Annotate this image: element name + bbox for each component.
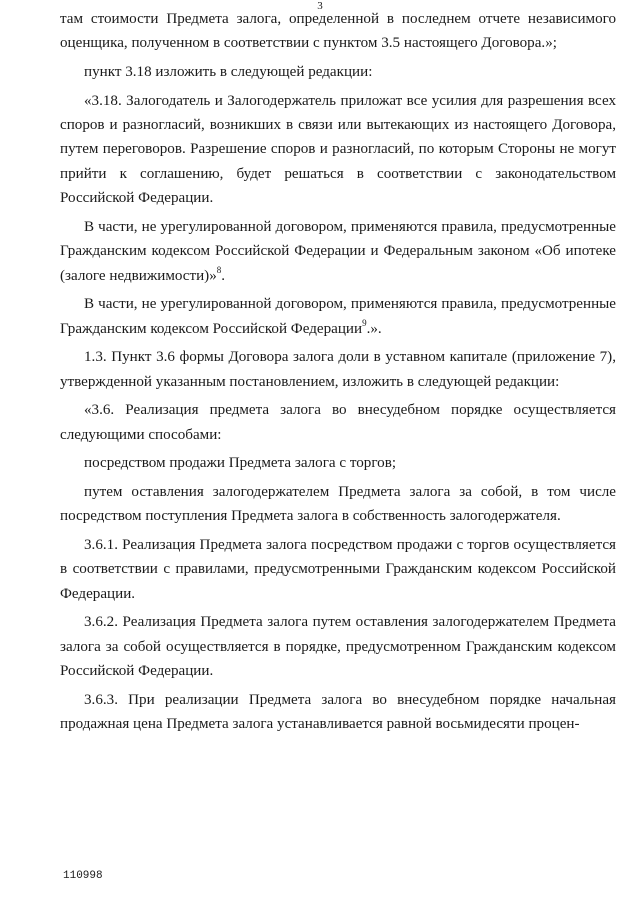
- paragraph-9-text: путем оставления залогодержателем Предмета залога за собой, в том числе посредством поступления Предмета залога в собственность залогодержателя.: [60, 483, 616, 525]
- paragraph-9: [60, 480, 616, 529]
- paragraph-6: [60, 345, 616, 394]
- paragraph-1: [60, 7, 616, 56]
- paragraph-4-tail: .: [221, 267, 226, 284]
- paragraph-11: [60, 610, 616, 683]
- document-id: 110998: [63, 870, 103, 882]
- paragraph-4: [60, 215, 616, 288]
- paragraph-1-text: там стоимости Предмета залога, определенной в последнем отчете независимого оценщика, полученном в соответствии с пунктом 3.5 настоящего Договора.»;: [60, 11, 616, 52]
- page-number: 3: [317, 0, 323, 12]
- paragraph-10-text: 3.6.1. Реализация Предмета залога посредством продажи с торгов осуществляется в соответствии с правилами, предусмотренными Гражданским кодексом Российской Федерации.: [60, 536, 616, 602]
- paragraph-8: [60, 451, 616, 475]
- paragraph-5: [60, 292, 616, 341]
- paragraph-12: [60, 688, 616, 737]
- footnote-ref-9[interactable]: 9: [362, 317, 367, 328]
- paragraph-7: [60, 398, 616, 447]
- paragraph-8-text: посредством продажи Предмета залога с торгов;: [84, 455, 397, 472]
- paragraph-3-text: «3.18. Залогодатель и Залогодержатель приложат все усилия для разрешения всех споров и разногласий, возникших в связи или вытекающих из настоящего Договора, путем переговоров. Разрешение споров и разногласий, по которым Стороны не могут прийти к соглашению, будет решаться в соответствии с законодательством Российской Федерации.: [60, 92, 616, 207]
- paragraph-5-tail: .».: [366, 320, 382, 337]
- paragraph-2: [60, 60, 616, 84]
- document-body: [60, 7, 616, 741]
- paragraph-10: [60, 533, 616, 606]
- paragraph-11-text: 3.6.2. Реализация Предмета залога путем оставления залогодержателем Предмета залога за собой осуществляется в порядке, предусмотренном Гражданским кодексом Российской Федерации.: [60, 614, 616, 680]
- paragraph-2-text: пункт 3.18 изложить в следующей редакции:: [84, 64, 373, 80]
- footnote-ref-8[interactable]: 8: [216, 264, 222, 275]
- paragraph-5-text: В части, не урегулированной договором, применяются правила, предусмотренные Гражданским кодексом Российской Федерации: [60, 296, 616, 337]
- paragraph-3: [60, 89, 616, 211]
- paragraph-12-text: 3.6.3. При реализации Предмета залога во внесудебном порядке начальная продажная цена Предмета залога устанавливается равной восьмидесяти процен-: [60, 691, 616, 733]
- paragraph-7-text: «3.6. Реализация предмета залога во внесудебном порядке осуществляется следующими способами:: [60, 402, 616, 443]
- paragraph-6-text: 1.3. Пункт 3.6 формы Договора залога доли в уставном капитале (приложение 7), утвержденной указанным постановлением, изложить в следующей редакции:: [60, 349, 616, 390]
- paragraph-4-text: В части, не урегулированной договором, применяются правила, предусмотренные Гражданским кодексом Российской Федерации и Федеральным законом «Об ипотеке (залоге недвижимости)»: [60, 218, 616, 284]
